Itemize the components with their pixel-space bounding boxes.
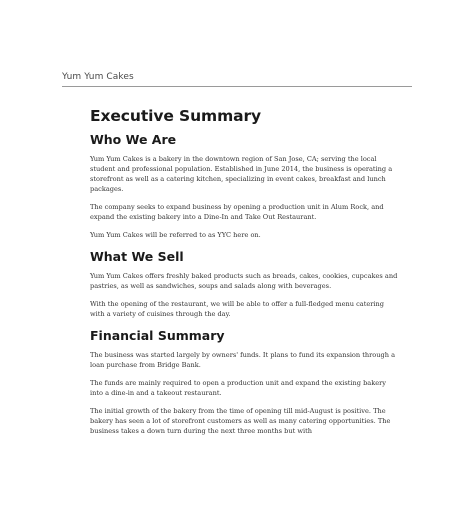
paragraph: Yum Yum Cakes offers freshly baked products such as breads, cakes, cookies, cupcakes and pastries, as well as sandwiches, soups and salads along with beverages. xyxy=(90,272,398,290)
document-body xyxy=(90,105,400,444)
section-heading: Financial Summary xyxy=(90,328,225,343)
section-financial-summary xyxy=(90,327,400,436)
section-heading: Who We Are xyxy=(90,132,177,147)
paragraph: Yum Yum Cakes will be referred to as YYC here on. xyxy=(90,231,261,239)
running-header: Yum Yum Cakes xyxy=(62,72,134,82)
paragraph: With the opening of the restaurant, we will be able to offer a full-fledged menu catering with a variety of cuisines through the day. xyxy=(90,300,384,318)
paragraph: The initial growth of the bakery from the time of opening till mid-August is positive. The bakery has seen a lot of storefront customers as well as many catering opportunities. The business takes a down turn during the next three months but with xyxy=(90,407,391,435)
section-heading: What We Sell xyxy=(90,249,184,264)
paragraph: The funds are mainly required to open a production unit and expand the existing bakery into a dine-in and a takeout restaurant. xyxy=(90,379,387,397)
paragraph: The company seeks to expand business by opening a production unit in Alum Rock, and expand the existing bakery into a Dine-In and Take Out Restaurant. xyxy=(90,203,384,221)
header-divider xyxy=(62,86,412,87)
paragraph: The business was started largely by owners' funds. It plans to fund its expansion through a loan purchase from Bridge Bank. xyxy=(90,351,396,369)
document-title: Executive Summary xyxy=(90,107,262,125)
page-bottom-edge xyxy=(0,518,474,526)
section-who-we-are xyxy=(90,131,400,240)
section-what-we-sell xyxy=(90,248,400,319)
paragraph: Yum Yum Cakes is a bakery in the downtown region of San Jose, CA; serving the local student and professional population. Established in June 2014, the business is operating a storefront as well as a catering kitchen, specializing in event cakes, breakfast and lunch packages. xyxy=(90,155,393,193)
